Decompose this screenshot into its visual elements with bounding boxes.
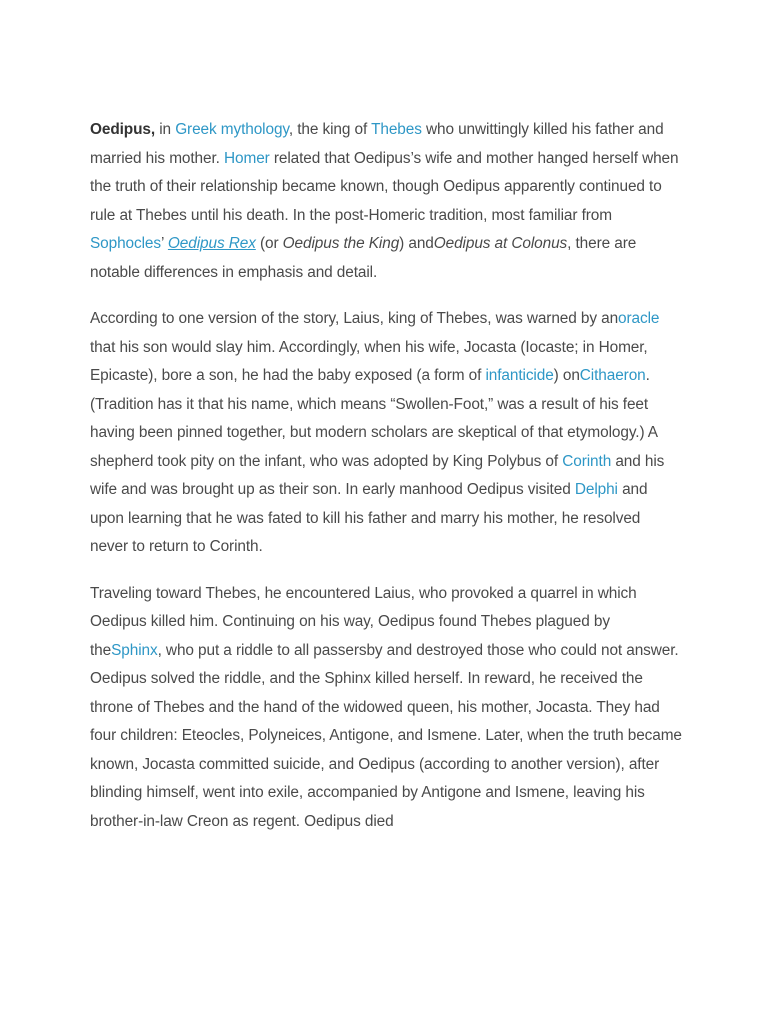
text-run: and his wife and was brought up as their son. In early manhood Oedipus visited <box>90 452 665 498</box>
text-run: ) and <box>399 235 434 252</box>
link-sphinx[interactable]: Sphinx <box>111 641 158 659</box>
paragraph-3 <box>90 580 682 837</box>
link-delphi[interactable]: Delphi <box>574 481 618 498</box>
text-run: According to one version of the story, Laius, king of Thebes, was warned by an <box>90 310 619 327</box>
link-sophocles[interactable]: Sophocles <box>90 235 161 252</box>
link-greek-mythology[interactable]: Greek mythology <box>175 121 289 138</box>
link-cithaeron[interactable]: Cithaeron <box>579 367 646 384</box>
text-run: , the king of <box>288 121 372 138</box>
text-run: (or <box>255 235 283 252</box>
title-oedipus-at-colonus: Oedipus at Colonus <box>433 235 568 252</box>
text-run: , there are notable differences in emphasis and detail. <box>90 235 637 281</box>
text-run: that his son would slay him. Accordingly, when his wife, Jocasta (Iocaste; in Homer, Epicaste), bore a son, he had the baby exposed (a form of <box>90 338 648 384</box>
article-term: Oedipus, <box>90 121 156 138</box>
text-run: ) on <box>553 367 580 384</box>
text-run: in <box>155 121 176 138</box>
text-run: ’ <box>160 235 168 252</box>
link-infanticide[interactable]: infanticide <box>485 367 554 384</box>
text-run: . (Tradition has it that his name, which means “Swollen-Foot,” was a result of his feet having been pinned together, but modern scholars are skeptical of that etymology.) A shepherd took pity on the infant, who was adopted by King Polybus of <box>90 367 658 470</box>
link-thebes[interactable]: Thebes <box>371 121 422 138</box>
link-oracle[interactable]: oracle <box>618 310 660 327</box>
text-run: and upon learning that he was fated to kill his father and marry his mother, he resolved never to return to Corinth. <box>90 481 648 555</box>
text-run: Traveling toward Thebes, he encountered Laius, who provoked a quarrel in which Oedipus killed him. Continuing on his way, Oedipus found Thebes plagued by the <box>90 584 637 659</box>
text-run: who unwittingly killed his father and married his mother. <box>90 121 664 167</box>
text-run: related that Oedipus’s wife and mother hanged herself when the truth of their relationship became known, though Oedipus apparently continued to rule at Thebes until his death. In the post-Homeric tradition, most familiar from <box>90 149 679 224</box>
text-run: , who put a riddle to all passersby and destroyed those who could not answer. Oedipus solved the riddle, and the Sphinx killed herself. In reward, he received the throne of Thebes and the hand of the widowed queen, his mother, Jocasta. They had four children: Eteocles, Polyneices, Antigone, and Ismene. Later, when the truth became known, Jocasta committed suicide, and Oedipus (according to another version), after blinding himself, went into exile, accompanied by Antigone and Ismene, leaving his brother-in-law Creon as regent. Oedipus died <box>90 641 682 830</box>
link-homer[interactable]: Homer <box>224 149 270 167</box>
paragraph-2 <box>90 305 682 562</box>
link-oedipus-rex[interactable]: Oedipus Rex <box>167 235 256 252</box>
title-oedipus-the-king: Oedipus the King <box>282 235 400 252</box>
paragraph-1 <box>90 116 682 287</box>
link-corinth[interactable]: Corinth <box>562 452 612 470</box>
article-body <box>90 116 682 854</box>
